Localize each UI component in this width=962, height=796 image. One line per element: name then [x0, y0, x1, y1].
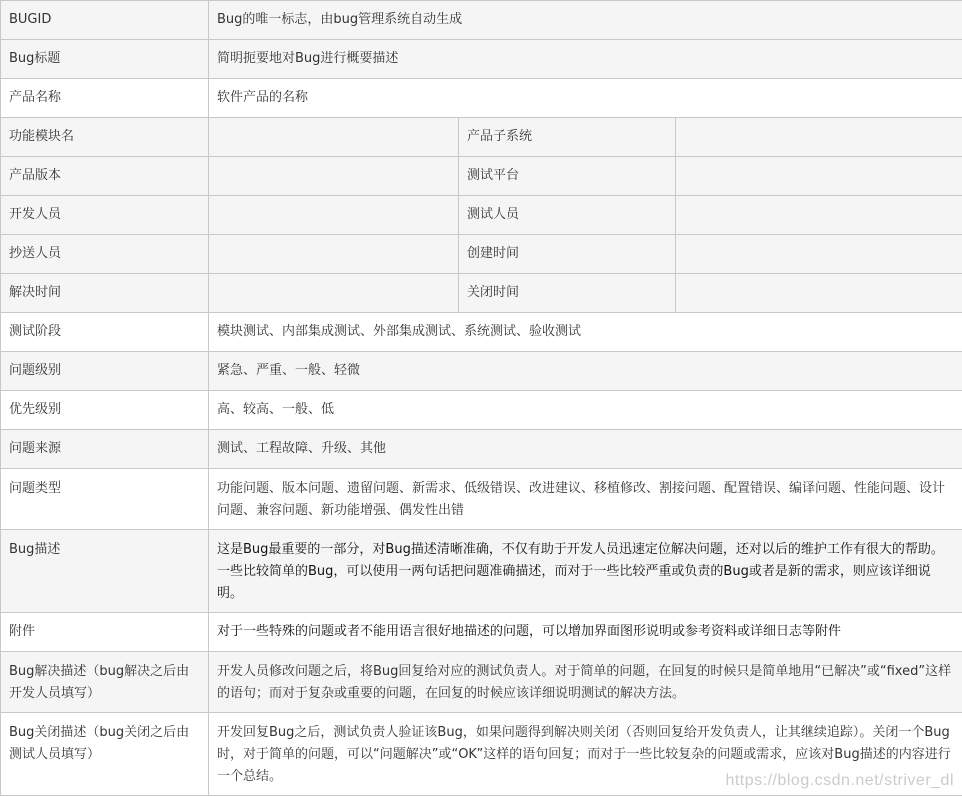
- empty-cell: [209, 235, 459, 274]
- table-row: [1, 1, 962, 40]
- field-label: 解决时间: [1, 274, 209, 313]
- table-row: [1, 469, 962, 530]
- table-row: [1, 430, 962, 469]
- field-description: 软件产品的名称: [209, 79, 962, 118]
- empty-cell: [209, 157, 459, 196]
- field-label: 优先级别: [1, 391, 209, 430]
- table-row: [1, 274, 962, 313]
- empty-cell: [209, 118, 459, 157]
- field-label: 功能模块名: [1, 118, 209, 157]
- field-label: Bug解决描述（bug解决之后由开发人员填写）: [1, 652, 209, 713]
- field-description: 对于一些特殊的问题或者不能用语言很好地描述的问题，可以增加界面图形说明或参考资料或详细日志等附件: [209, 613, 962, 652]
- field-description: 紧急、严重、一般、轻微: [209, 352, 962, 391]
- empty-cell: [209, 274, 459, 313]
- table-row: [1, 352, 962, 391]
- table-row: [1, 613, 962, 652]
- field-label: 问题类型: [1, 469, 209, 530]
- field-label-secondary: 测试人员: [459, 196, 676, 235]
- table-row: [1, 235, 962, 274]
- empty-cell: [676, 235, 962, 274]
- field-description: 测试、工程故障、升级、其他: [209, 430, 962, 469]
- field-label-secondary: 产品子系统: [459, 118, 676, 157]
- field-description: Bug的唯一标志，由bug管理系统自动生成: [209, 1, 962, 40]
- table-row: [1, 313, 962, 352]
- table-row: [1, 79, 962, 118]
- table-row: [1, 530, 962, 613]
- field-label: 抄送人员: [1, 235, 209, 274]
- field-label: 产品名称: [1, 79, 209, 118]
- field-label-secondary: 关闭时间: [459, 274, 676, 313]
- field-label: 问题级别: [1, 352, 209, 391]
- field-label: 产品版本: [1, 157, 209, 196]
- field-label: 附件: [1, 613, 209, 652]
- field-description: 模块测试、内部集成测试、外部集成测试、系统测试、验收测试: [209, 313, 962, 352]
- table-row: [1, 40, 962, 79]
- field-description: 开发人员修改问题之后，将Bug回复给对应的测试负责人。对于简单的问题，在回复的时候只是简单地用“已解决”或“fixed”这样的语句；而对于复杂或重要的问题，在回复的时候应该详细说明测试的解决方法。: [209, 652, 962, 713]
- empty-cell: [676, 274, 962, 313]
- field-description: 开发回复Bug之后，测试负责人验证该Bug，如果问题得到解决则关闭（否则回复给开发负责人，让其继续追踪）。关闭一个Bug时，对于简单的问题，可以“问题解决”或“OK”这样的语句回复；而对于一些比较复杂的问题或需求，应该对Bug描述的内容进行一个总结。: [209, 713, 962, 796]
- empty-cell: [676, 118, 962, 157]
- table-row: [1, 118, 962, 157]
- field-description: 这是Bug最重要的一部分，对Bug描述清晰准确，不仅有助于开发人员迅速定位解决问题，还对以后的维护工作有很大的帮助。一些比较简单的Bug，可以使用一两句话把问题准确描述，而对于一些比较严重或负责的Bug或者是新的需求，则应该详细说明。: [209, 530, 962, 613]
- table-row: [1, 652, 962, 713]
- empty-cell: [676, 196, 962, 235]
- table-row: [1, 391, 962, 430]
- field-label: 测试阶段: [1, 313, 209, 352]
- empty-cell: [209, 196, 459, 235]
- watermark-url: https://blog.csdn.net/striver_dl: [725, 772, 954, 789]
- field-label: Bug关闭描述（bug关闭之后由测试人员填写）: [1, 713, 209, 796]
- field-label-secondary: 测试平台: [459, 157, 676, 196]
- field-label: BUGID: [1, 1, 209, 40]
- field-description: 功能问题、版本问题、遗留问题、新需求、低级错误、改进建议、移植修改、割接问题、配置错误、编译问题、性能问题、设计问题、兼容问题、新功能增强、偶发性出错: [209, 469, 962, 530]
- table-row: [1, 196, 962, 235]
- empty-cell: [676, 157, 962, 196]
- field-description: 高、较高、一般、低: [209, 391, 962, 430]
- field-label: 开发人员: [1, 196, 209, 235]
- field-label: Bug标题: [1, 40, 209, 79]
- field-label: Bug描述: [1, 530, 209, 613]
- table-row: [1, 157, 962, 196]
- field-label: 问题来源: [1, 430, 209, 469]
- field-description: 简明扼要地对Bug进行概要描述: [209, 40, 962, 79]
- field-label-secondary: 创建时间: [459, 235, 676, 274]
